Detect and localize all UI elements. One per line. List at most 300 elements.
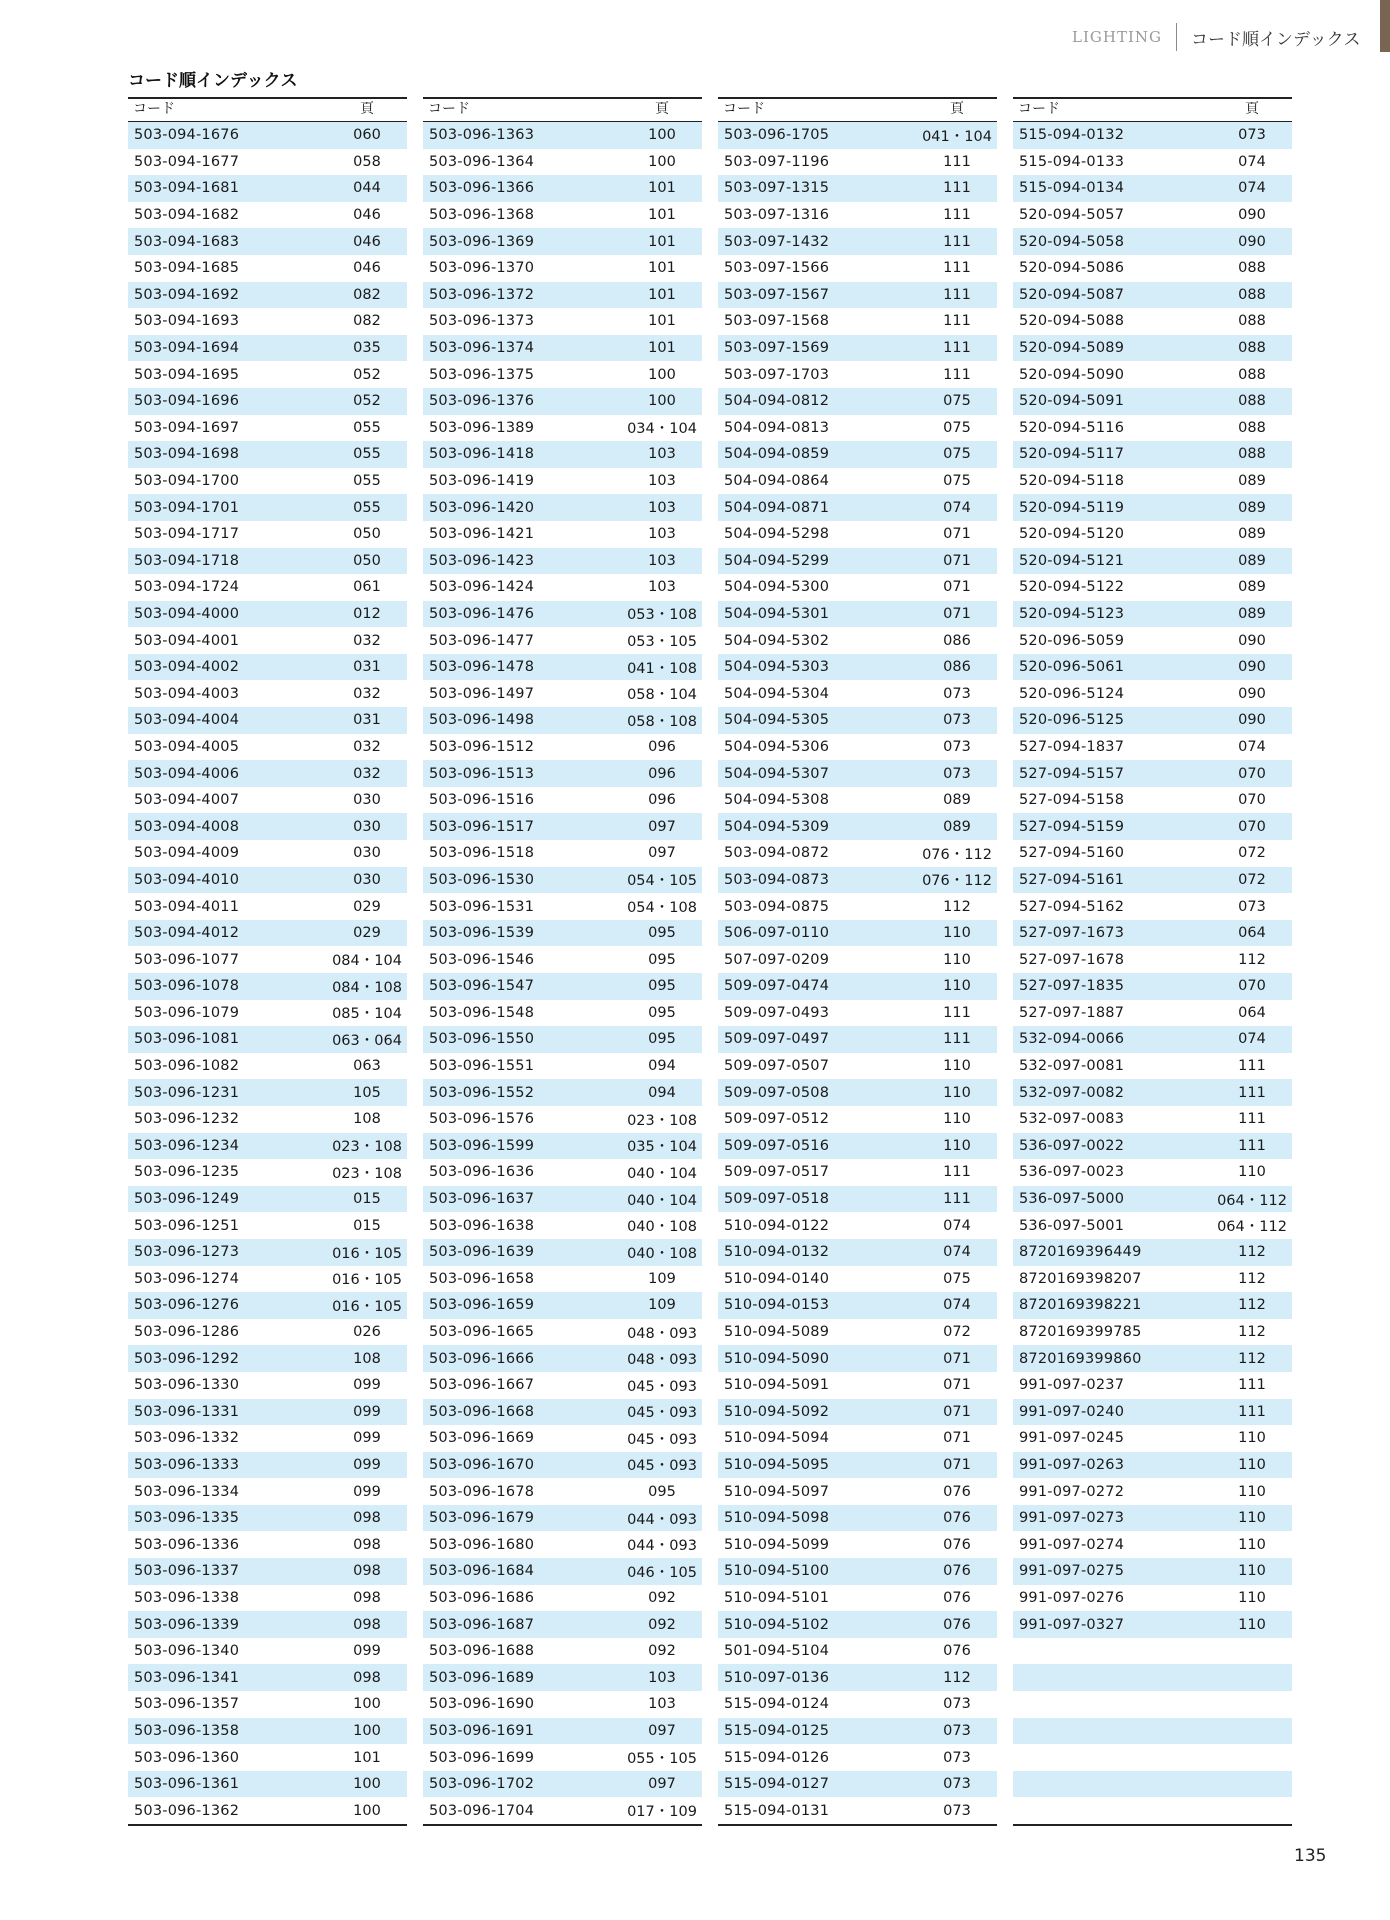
code-cell: 527-097-1678 [1019, 951, 1125, 968]
table-row [1013, 1691, 1292, 1718]
page-cell: 016・105 [332, 1298, 402, 1315]
table-row [128, 601, 407, 628]
page-cell: 101 [353, 1749, 381, 1766]
page-cell: 111 [943, 180, 971, 197]
table-row [1013, 202, 1292, 229]
code-header: コード [428, 101, 470, 117]
code-cell: 503-094-4011 [134, 898, 240, 915]
code-cell: 503-096-1368 [429, 207, 535, 224]
table-row [1013, 601, 1292, 628]
table-row [718, 122, 997, 149]
page-cell: 111 [943, 366, 971, 383]
code-cell: 509-097-0508 [724, 1084, 830, 1101]
code-cell: 504-094-5307 [724, 765, 830, 782]
page-cell: 105 [353, 1084, 381, 1101]
table-row [128, 1372, 407, 1399]
table-row [128, 1505, 407, 1532]
table-row [718, 282, 997, 309]
page-cell: 031 [353, 712, 381, 729]
page-cell: 073 [943, 1802, 971, 1819]
code-cell: 503-094-1692 [134, 286, 240, 303]
code-cell: 503-097-1703 [724, 366, 830, 383]
page-cell: 089 [1238, 552, 1266, 569]
code-cell: 520-094-5122 [1019, 579, 1125, 596]
code-cell: 503-097-1196 [724, 153, 830, 170]
code-cell: 503-096-1689 [429, 1669, 535, 1686]
page-cell: 098 [353, 1563, 381, 1580]
code-cell: 503-094-1701 [134, 499, 240, 516]
table-row [718, 1000, 997, 1027]
page-cell: 095 [648, 1483, 676, 1500]
code-cell: 503-096-1666 [429, 1350, 535, 1367]
code-cell: 503-096-1539 [429, 925, 535, 942]
page-cell: 045・093 [627, 1405, 697, 1422]
page-cell: 076・112 [922, 873, 992, 890]
code-cell: 503-094-4001 [134, 632, 240, 649]
table-row [423, 335, 702, 362]
code-cell: 503-096-1273 [134, 1244, 240, 1261]
page-cell: 070 [1238, 978, 1266, 995]
table-row [1013, 1771, 1292, 1798]
table-row [423, 1558, 702, 1585]
table-row [128, 1611, 407, 1638]
table-row [128, 973, 407, 1000]
table-row [1013, 1478, 1292, 1505]
page-cell: 058 [353, 153, 381, 170]
code-cell: 503-096-1550 [429, 1031, 535, 1048]
code-cell: 504-094-5304 [724, 685, 830, 702]
table-row [128, 680, 407, 707]
table-row [128, 1691, 407, 1718]
page-cell: 090 [1238, 632, 1266, 649]
table-row [718, 1053, 997, 1080]
page-cell: 095 [648, 978, 676, 995]
table-row [128, 1718, 407, 1745]
table-row [1013, 1664, 1292, 1691]
code-cell: 503-096-1690 [429, 1696, 535, 1713]
table-row [423, 1212, 702, 1239]
table-row [423, 893, 702, 920]
table-row [1013, 1053, 1292, 1080]
page-cell: 088 [1238, 366, 1266, 383]
code-cell: 503-094-4005 [134, 738, 240, 755]
code-cell: 503-094-0873 [724, 871, 830, 888]
page-cell: 029 [353, 925, 381, 942]
table-row [1013, 149, 1292, 176]
page-cell: 089 [943, 792, 971, 809]
code-cell: 515-094-0124 [724, 1696, 830, 1713]
code-cell: 503-096-1686 [429, 1589, 535, 1606]
code-cell: 503-096-1548 [429, 1004, 535, 1021]
code-cell: 503-096-1372 [429, 286, 535, 303]
code-cell: 991-097-0245 [1019, 1430, 1125, 1447]
code-cell: 503-096-1419 [429, 473, 535, 490]
page-cell: 099 [353, 1403, 381, 1420]
code-cell: 510-094-5099 [724, 1536, 830, 1553]
table-row [128, 734, 407, 761]
table-row [423, 441, 702, 468]
table-row [423, 1531, 702, 1558]
table-row [423, 1638, 702, 1665]
page-cell: 112 [1238, 1244, 1266, 1261]
table-row [1013, 1239, 1292, 1266]
table-row [128, 1399, 407, 1426]
table-row [128, 228, 407, 255]
column-footer-rule [128, 1824, 407, 1826]
table-row [718, 468, 997, 495]
table-row [423, 1478, 702, 1505]
page-cell: 054・105 [627, 873, 697, 890]
page-cell: 110 [1238, 1616, 1266, 1633]
code-cell: 504-094-0859 [724, 446, 830, 463]
code-cell: 503-094-1683 [134, 233, 240, 250]
page-cell: 094 [648, 1058, 676, 1075]
code-cell: 520-094-5057 [1019, 207, 1125, 224]
code-cell: 503-096-1678 [429, 1483, 535, 1500]
table-row [128, 1744, 407, 1771]
table-row [1013, 707, 1292, 734]
table-row [423, 1026, 702, 1053]
page-cell: 111 [943, 207, 971, 224]
page-cell: 041・108 [627, 660, 697, 677]
code-cell: 503-096-1330 [134, 1377, 240, 1394]
page-cell: 073 [1238, 898, 1266, 915]
code-cell: 503-097-1316 [724, 207, 830, 224]
table-row [1013, 361, 1292, 388]
page-cell: 032 [353, 765, 381, 782]
code-cell: 503-097-1432 [724, 233, 830, 250]
table-row [423, 1797, 702, 1824]
table-row [423, 1452, 702, 1479]
page-cell: 071 [943, 552, 971, 569]
index-rows [423, 122, 702, 1824]
code-cell: 503-096-1668 [429, 1403, 535, 1420]
page-cell: 094 [648, 1084, 676, 1101]
table-row [1013, 946, 1292, 973]
code-cell: 503-096-1599 [429, 1137, 535, 1154]
column-header [718, 97, 997, 122]
table-row [1013, 1106, 1292, 1133]
table-row [718, 1505, 997, 1532]
table-row [1013, 1531, 1292, 1558]
page-cell: 055 [353, 419, 381, 436]
table-row [718, 707, 997, 734]
page-cell: 090 [1238, 685, 1266, 702]
code-cell: 503-096-1665 [429, 1324, 535, 1341]
table-row [718, 228, 997, 255]
page-cell: 046 [353, 233, 381, 250]
table-row [1013, 1000, 1292, 1027]
page-cell: 110 [1238, 1589, 1266, 1606]
table-row [128, 548, 407, 575]
page-cell: 073 [1238, 127, 1266, 144]
table-row [718, 308, 997, 335]
page-cell: 015 [353, 1191, 381, 1208]
code-cell: 509-097-0507 [724, 1058, 830, 1075]
code-cell: 515-094-0125 [724, 1722, 830, 1739]
table-row [423, 175, 702, 202]
code-cell: 527-097-1887 [1019, 1004, 1125, 1021]
code-cell: 503-096-1552 [429, 1084, 535, 1101]
page-cell: 100 [353, 1722, 381, 1739]
page-cell: 074 [943, 1244, 971, 1261]
code-cell: 991-097-0273 [1019, 1510, 1125, 1527]
code-cell: 503-096-1363 [429, 127, 535, 144]
code-cell: 520-094-5091 [1019, 393, 1125, 410]
table-row [1013, 1638, 1292, 1665]
page-cell: 090 [1238, 712, 1266, 729]
page-cell: 098 [353, 1589, 381, 1606]
code-cell: 991-097-0327 [1019, 1616, 1125, 1633]
code-cell: 503-096-1332 [134, 1430, 240, 1447]
index-rows [1013, 122, 1292, 1824]
code-cell: 503-096-1337 [134, 1563, 240, 1580]
code-cell: 504-094-5303 [724, 659, 830, 676]
table-row [423, 946, 702, 973]
table-row [718, 627, 997, 654]
code-cell: 503-096-1639 [429, 1244, 535, 1261]
code-cell: 503-096-1699 [429, 1749, 535, 1766]
page-cell: 045・093 [627, 1458, 697, 1475]
table-row [1013, 654, 1292, 681]
page-cell: 045・093 [627, 1378, 697, 1395]
code-cell: 504-094-0871 [724, 499, 830, 516]
page-cell: 029 [353, 898, 381, 915]
page-cell: 085・104 [332, 1006, 402, 1023]
page-cell: 032 [353, 632, 381, 649]
table-row [718, 1266, 997, 1293]
table-row [1013, 1159, 1292, 1186]
code-cell: 991-097-0276 [1019, 1589, 1125, 1606]
table-row [128, 335, 407, 362]
page-cell: 095 [648, 1004, 676, 1021]
table-row [718, 867, 997, 894]
table-row [423, 122, 702, 149]
table-row [718, 1106, 997, 1133]
code-cell: 503-094-4010 [134, 871, 240, 888]
table-row [718, 734, 997, 761]
table-row [423, 654, 702, 681]
table-row [128, 1531, 407, 1558]
page-cell: 110 [943, 1137, 971, 1154]
table-row [1013, 548, 1292, 575]
page-cell: 070 [1238, 765, 1266, 782]
code-cell: 503-096-1276 [134, 1297, 240, 1314]
page-cell: 072 [1238, 845, 1266, 862]
page-cell: 030 [353, 792, 381, 809]
code-cell: 510-094-5089 [724, 1324, 830, 1341]
table-row [423, 388, 702, 415]
table-row [718, 1718, 997, 1745]
code-cell: 536-097-5001 [1019, 1217, 1125, 1234]
table-row [128, 361, 407, 388]
table-row [128, 1638, 407, 1665]
table-row [718, 1026, 997, 1053]
code-cell: 503-096-1389 [429, 419, 535, 436]
code-cell: 503-096-1531 [429, 898, 535, 915]
code-cell: 503-096-1476 [429, 605, 535, 622]
code-cell: 503-094-1694 [134, 340, 240, 357]
code-cell: 510-094-5097 [724, 1483, 830, 1500]
table-row [423, 920, 702, 947]
table-row [423, 1425, 702, 1452]
table-row [423, 1585, 702, 1612]
code-cell: 527-094-5159 [1019, 818, 1125, 835]
page-cell: 052 [353, 366, 381, 383]
code-cell: 503-094-4002 [134, 659, 240, 676]
page-cell: 071 [943, 1377, 971, 1394]
page-cell: 030 [353, 818, 381, 835]
table-row [423, 734, 702, 761]
code-cell: 503-096-1516 [429, 792, 535, 809]
code-cell: 503-096-1079 [134, 1004, 240, 1021]
page-cell: 103 [648, 473, 676, 490]
page-cell: 101 [648, 313, 676, 330]
table-row [423, 282, 702, 309]
page-cell: 103 [648, 579, 676, 596]
page-cell: 110 [1238, 1430, 1266, 1447]
code-cell: 503-096-1232 [134, 1111, 240, 1128]
code-cell: 503-094-4007 [134, 792, 240, 809]
page-cell: 088 [1238, 313, 1266, 330]
code-cell: 509-097-0474 [724, 978, 830, 995]
code-cell: 503-096-1234 [134, 1137, 240, 1154]
page-cell: 032 [353, 738, 381, 755]
code-cell: 503-096-1705 [724, 127, 830, 144]
code-cell: 509-097-0517 [724, 1164, 830, 1181]
table-row [1013, 308, 1292, 335]
page-cell: 112 [943, 1669, 971, 1686]
page-cell: 084・108 [332, 979, 402, 996]
table-row [128, 1079, 407, 1106]
index-column-2 [423, 97, 702, 1826]
page-cell: 109 [648, 1270, 676, 1287]
table-row [1013, 1399, 1292, 1426]
code-cell: 8720169399860 [1019, 1350, 1142, 1367]
page-cell: 112 [1238, 1270, 1266, 1287]
code-cell: 503-096-1373 [429, 313, 535, 330]
code-cell: 503-096-1369 [429, 233, 535, 250]
table-row [128, 1478, 407, 1505]
page-cell: 070 [1238, 818, 1266, 835]
page-header: 頁 [655, 101, 669, 117]
table-row [423, 1159, 702, 1186]
table-row [1013, 255, 1292, 282]
table-row [1013, 335, 1292, 362]
page-cell: 111 [943, 233, 971, 250]
index-column-3 [718, 97, 997, 1826]
page-cell: 030 [353, 871, 381, 888]
table-row [128, 175, 407, 202]
page-cell: 044・093 [627, 1511, 697, 1528]
page-cell: 110 [1238, 1164, 1266, 1181]
table-row [1013, 1797, 1292, 1824]
column-header [128, 97, 407, 122]
code-cell: 503-096-1336 [134, 1536, 240, 1553]
table-row [1013, 494, 1292, 521]
page-cell: 090 [1238, 659, 1266, 676]
index-column-4 [1013, 97, 1292, 1826]
table-row [718, 1531, 997, 1558]
code-cell: 503-096-1292 [134, 1350, 240, 1367]
table-row [1013, 1425, 1292, 1452]
code-cell: 503-094-1695 [134, 366, 240, 383]
table-row [128, 1000, 407, 1027]
code-cell: 503-096-1358 [134, 1722, 240, 1739]
page-cell: 110 [1238, 1510, 1266, 1527]
table-row [423, 1079, 702, 1106]
table-row [718, 415, 997, 442]
code-cell: 503-096-1286 [134, 1324, 240, 1341]
table-row [1013, 282, 1292, 309]
table-row [718, 1611, 997, 1638]
page-cell: 099 [353, 1456, 381, 1473]
table-row [718, 1797, 997, 1824]
table-row [1013, 627, 1292, 654]
code-cell: 503-096-1551 [429, 1058, 535, 1075]
code-cell: 503-096-1334 [134, 1483, 240, 1500]
code-cell: 536-097-5000 [1019, 1191, 1125, 1208]
table-row [128, 149, 407, 176]
table-row [128, 1558, 407, 1585]
code-cell: 503-096-1249 [134, 1191, 240, 1208]
table-row [718, 1159, 997, 1186]
code-cell: 503-096-1667 [429, 1377, 535, 1394]
table-row [1013, 228, 1292, 255]
table-row [1013, 441, 1292, 468]
table-row [718, 1079, 997, 1106]
page-cell: 052 [353, 393, 381, 410]
table-row [128, 1106, 407, 1133]
page-cell: 099 [353, 1643, 381, 1660]
table-row [1013, 867, 1292, 894]
table-row [128, 308, 407, 335]
page-cell: 012 [353, 605, 381, 622]
code-cell: 515-094-0131 [724, 1802, 830, 1819]
code-cell: 503-096-1421 [429, 526, 535, 543]
code-cell: 504-094-0864 [724, 473, 830, 490]
table-row [718, 1585, 997, 1612]
page-cell: 084・104 [332, 953, 402, 970]
code-cell: 503-096-1333 [134, 1456, 240, 1473]
table-row [718, 441, 997, 468]
table-row [423, 1345, 702, 1372]
table-row [423, 813, 702, 840]
page-header: 頁 [1245, 101, 1259, 117]
page-cell: 050 [353, 552, 381, 569]
page-cell: 089 [1238, 499, 1266, 516]
code-cell: 503-096-1251 [134, 1217, 240, 1234]
code-cell: 520-094-5086 [1019, 260, 1125, 277]
table-row [128, 707, 407, 734]
page-cell: 076 [943, 1616, 971, 1633]
table-row [718, 1771, 997, 1798]
table-row [718, 1133, 997, 1160]
table-row [1013, 1558, 1292, 1585]
table-row [128, 122, 407, 149]
code-cell: 503-094-1700 [134, 473, 240, 490]
code-cell: 991-097-0272 [1019, 1483, 1125, 1500]
table-row [718, 335, 997, 362]
code-cell: 532-094-0066 [1019, 1031, 1125, 1048]
code-cell: 515-094-0132 [1019, 127, 1125, 144]
table-row [718, 175, 997, 202]
code-cell: 536-097-0023 [1019, 1164, 1125, 1181]
page-cell: 015 [353, 1217, 381, 1234]
code-cell: 503-094-4004 [134, 712, 240, 729]
table-row [718, 946, 997, 973]
table-row [718, 1345, 997, 1372]
